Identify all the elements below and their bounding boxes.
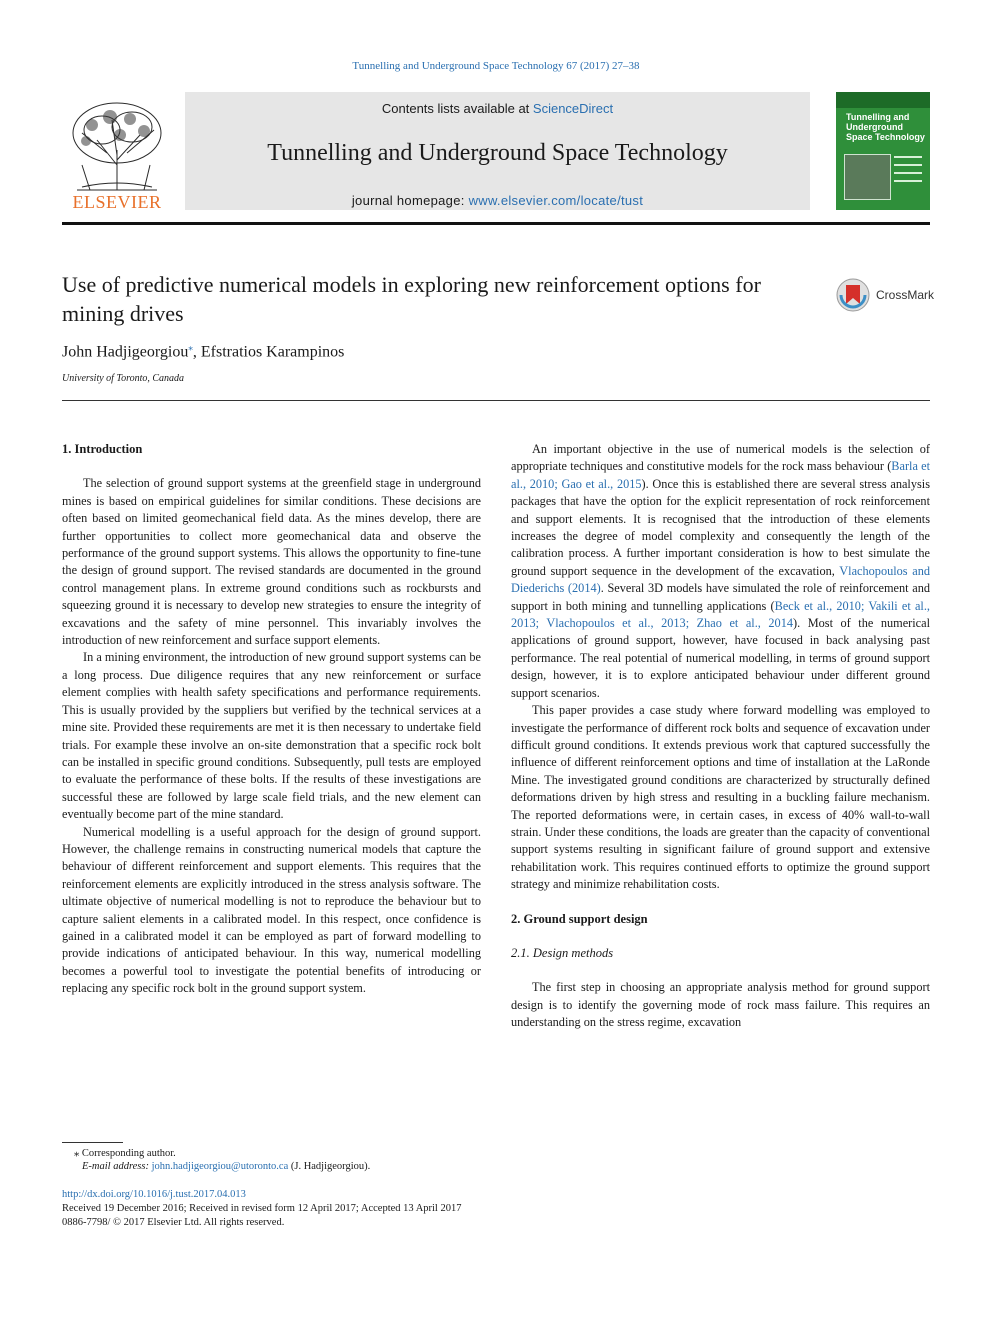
contents-prefix: Contents lists available at: [381, 101, 533, 116]
author-hadjigeorgiou[interactable]: John Hadjigeorgiou: [62, 343, 189, 361]
email-link[interactable]: john.hadjigeorgiou@utoronto.ca: [151, 1161, 289, 1172]
corresponding-author-note: [74, 1147, 176, 1159]
paragraph-5: This paper provides a case study where forward modelling was employed to investigate the performance of different rock bolts and sequence of excavation under difficult ground conditions. It extends previous work that captured successfully the influence of different reinforcement options and time of installation at the LaRonde Mine. The investigated ground conditions are characterized by structurally defined deformations driven by high stress and resulting in a buckling failure mechanism. The reported deformations were, in certain cases, in excess of 40% wall-to-wall strain. Under these conditions, the loads are greater than the capacity of conventional support systems resulting in significant failure of ground support and extensive rehabilitation work. This requires continued efforts to optimize the ground support strategy and minimize rehabilitation costs.: [511, 703, 930, 892]
email-suffix: (J. Hadjigeorgiou).: [288, 1161, 371, 1172]
received-dates: Received 19 December 2016; Received in revised form 12 April 2017; Accepted 13 April 2017: [62, 1203, 462, 1214]
author-separator: ,: [192, 343, 201, 361]
cover-title: Tunnelling and Underground Space Technology: [846, 112, 925, 142]
email-label: E-mail address:: [82, 1161, 152, 1172]
article-title: Use of predictive numerical models in exploring new reinforcement options for mining drives: [62, 272, 761, 326]
left-column: [62, 441, 481, 998]
author-karampinos[interactable]: Efstratios Karampinos: [200, 343, 345, 361]
citation-barla-gao[interactable]: Barla et al., 2010; Gao et al., 2015: [511, 459, 930, 491]
journal-title: Tunnelling and Underground Space Technology: [267, 140, 728, 166]
journal-banner: [185, 92, 810, 210]
doi-link[interactable]: http://dx.doi.org/10.1016/j.tust.2017.04.013: [62, 1189, 246, 1200]
contents-line: [185, 101, 810, 116]
crossmark-icon: [836, 278, 870, 312]
p4-text-c: . Several 3D models have simulated the role of reinforcement and support in both mining and tunnelling applications (: [511, 581, 930, 613]
p4-text-d: ). Most of the numerical applications of ground support, however, have focused in back analysing past performance. The real potential of numerical modelling, in terms of ground support design, however, it is to explore anticipated behaviour under different ground support scenarios.: [511, 616, 930, 700]
affiliation: University of Toronto, Canada: [62, 373, 185, 384]
corresponding-author-mark[interactable]: ⁎: [188, 342, 193, 352]
section-1-heading: 1. Introduction: [62, 442, 143, 456]
header-rule: [62, 222, 930, 225]
journal-cover[interactable]: [836, 92, 930, 210]
paragraph-2: In a mining environment, the introduction of new ground support systems can be a long process. Due diligence requires that any new reinforcement or surface element complies with health safety specifications and performance requirements. This is usually provided by the suppliers but verified by the technical services at a mine site. Provided these requirements are met it is then necessary to undertake field trials. For example these involve an on-site demonstration that a specific rock bolt can be installed in specific ground conditions. Subsequently, pull tests are employed to evaluate the performance of these bolts. If the results of these investigations are successful these are followed by large scale field trials, and the new element can eventually become part of the mine standard.: [62, 650, 481, 822]
homepage-line: [185, 193, 810, 208]
crossmark-badge[interactable]: [836, 278, 935, 312]
section-2-1-heading: 2.1. Design methods: [511, 945, 614, 960]
paragraph-1: The selection of ground support systems at the greenfield stage in underground mines is based on empirical guidelines for similar conditions. These decisions are often based on limited geomechanical field data. As the mines develop, there are further opportunities to collect more geomechanical data and observe the performance of the ground support systems. This allows the opportunity to fine-tune the design of ground support. The revised standards are documented in the ground control management plans. In extreme ground conditions such as rockbursts and squeezing ground it is necessary to develop new strategies to ensure the integrity of excavations and the safety of mine personnel. This invariably involves the introduction of new reinforcement and surface support elements.: [62, 476, 481, 648]
citation-beck-vakili-zhao[interactable]: Beck et al., 2010; Vakili et al., 2013; Vlachopoulos et al., 2013; Zhao et al., 2014: [511, 598, 930, 631]
paragraph-3: Numerical modelling is a useful approach for the design of ground support. However, the challenge remains in constructing numerical models that capture the behaviour of different reinforcement and support elements. This requires that the reinforcement elements are explicitly introduced in the stress analysis software. The ultimate objective of numerical modelling is not to reproduce the behaviour but to capture salient elements in a calibrated model. In this respect, once confidence is gained in a calibrated model it can be employed as part of forward modelling to provide indications of anticipated behaviour. In this way, numerical modelling becomes a powerful tool to investigate the potential benefits of introducing or replacing any specific rock bolt in the ground support system.: [62, 824, 481, 996]
homepage-prefix: journal homepage:: [351, 193, 469, 208]
footnote-corr-text: Corresponding author.: [79, 1148, 176, 1159]
p4-text-a: An important objective in the use of numerical models is the selection of appropriate techniques and constitutive models for the rock mass behaviour (: [511, 442, 930, 474]
sciencedirect-link[interactable]: ScienceDirect: [532, 101, 614, 116]
citation-vlachopoulos-diederichs[interactable]: Vlachopoulos and Diederichs (2014): [511, 563, 931, 596]
footnote-rule: [62, 1142, 123, 1143]
copyright-line: 0886-7798/ © 2017 Elsevier Ltd. All rights reserved.: [62, 1217, 285, 1228]
author-list: [62, 342, 344, 361]
crossmark-label: CrossMark: [876, 288, 935, 302]
abstract-rule: [62, 400, 930, 401]
homepage-link[interactable]: www.elsevier.com/locate/tust: [468, 193, 644, 208]
journal-reference[interactable]: Tunnelling and Underground Space Technology 67 (2017) 27–38: [352, 60, 640, 72]
footnote-mark: ⁎: [74, 1148, 80, 1159]
email-note: [82, 1161, 370, 1172]
publisher-wordmark: ELSEVIER: [72, 192, 162, 212]
section-2-heading: 2. Ground support design: [511, 911, 648, 926]
paragraph-6: The first step in choosing an appropriate analysis method for ground support design is to identify the governing mode of rock mass failure. This requires an understanding on the stress regime, excavation: [511, 980, 930, 1030]
p4-text-b: ). Once this is established there are several stress analysis packages that have the option for the explicit representation of rock reinforcement and support elements. It is recognised that the introduction of these elements increases the degree of model complexity and consequently the length of the calibration process. A further important consideration is how to best simulate the ground support sequence in the development of the excavation,: [511, 476, 930, 578]
right-column: [511, 441, 930, 1032]
paragraph-4: [511, 441, 930, 702]
